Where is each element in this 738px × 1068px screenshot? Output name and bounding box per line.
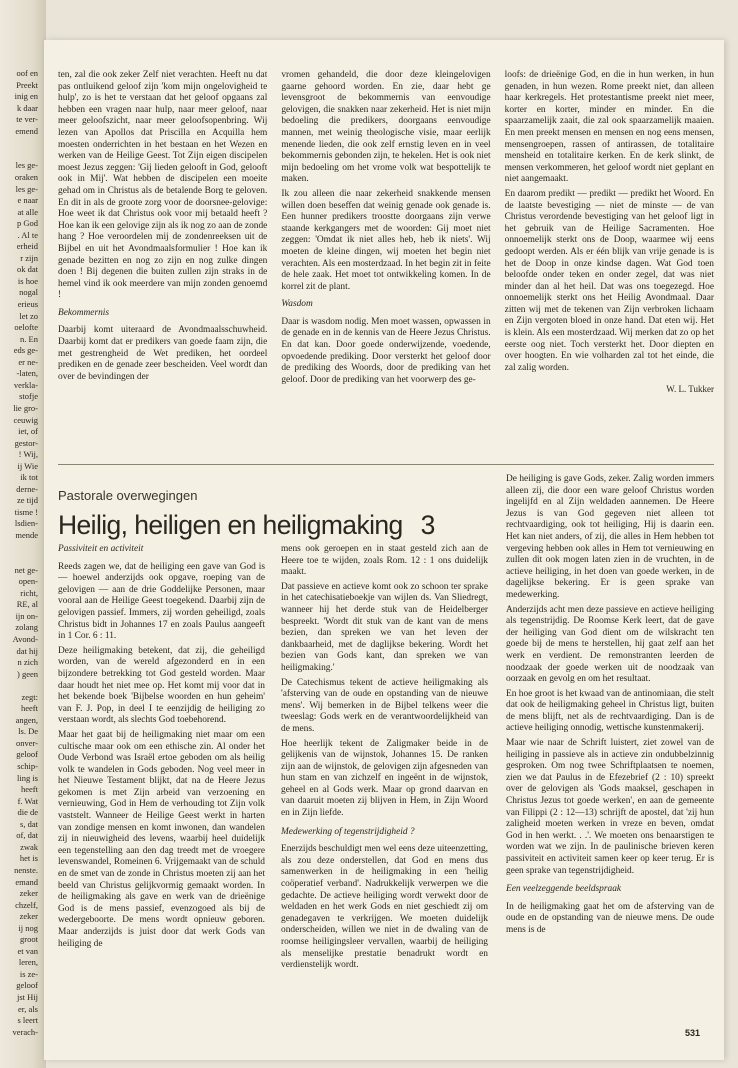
left-page-fragment: zeker: [19, 888, 38, 899]
article-col2-paragraphs: [281, 544, 488, 820]
paragraph: Enerzijds beschuldigt men wel eens deze uiteenzetting, als zou deze onderstellen, dat God en mens dus samenwerken in de heiligmaking in een 'heilig coöperatief verband'. Nadrukkelijk verwerpen we die gedachte. De actieve heiliging wordt verwekt door de weldaden en het werk Gods en niet geschiedt zij om genadegaven te verkrijgen. We moeten duidelijk onderscheiden, willen we niet in de dwaling van de roomse heiligingsleer vervallen, waarbij de heiliging als menselijke prestatie benadrukt wordt en verdienstelijk wordt.: [281, 844, 488, 971]
left-page-fragment: -laten,: [16, 368, 38, 379]
left-page-fragment: die de: [17, 807, 38, 818]
left-page-fragment: ze tijd: [16, 495, 38, 506]
left-page-fragment: gestor-: [14, 437, 38, 448]
top-col3-paragraphs: [505, 70, 714, 374]
author-signature: W. L. Tukker: [666, 384, 714, 395]
left-page-fragment: angen,: [15, 714, 38, 725]
paragraph: En hoe groot is het kwaad van de antinomiaan, die stelt dat ook de heiligmaking geheel in Christus ligt, buiten de mens blijft, net als de rechtvaardiging. Dan is de actieve heiliging onnodig, wettische kunstenmakerij.: [506, 688, 714, 734]
article-body: [58, 474, 714, 1054]
paragraph: Daar is wasdom nodig. Men moet wassen, opwassen in de genade en in de kennis van de Heere Jezus Christus. En dat kan. Door goede onderwijzende, voedende, opvoedende prediking. Door versterkt het geloof door de prediking des Woords, door de prediking van het geloof. Door de prediking van het voorwerp des ge-: [281, 316, 491, 385]
paragraph: vromen gehandeld, die door deze kleingelovigen gaarne gehoord worden. En zie, daar hebt ge levensgroot de bekommernis van eenvoudige gelovigen, die snakken naar zekerheid. Het is niet mijn bedoeling die predikers, doorgaans eenvoudige mannen, met weinig theologische visie, maar eerlijk menende lieden, die ook zelf ernstig leven en in veel bekommernis gebonden zijn, te hekelen. Het is ook niet mijn bedoeling om het vrome volk wat bespottelijk te maken.: [281, 70, 491, 185]
article-part-number: 3: [420, 510, 435, 540]
subheading-bekommernis: Bekommernis: [58, 307, 110, 318]
left-page-fragment: oraken: [14, 171, 38, 182]
left-page-fragment: is ze-: [19, 968, 38, 979]
left-page-fragment: emand: [15, 876, 38, 887]
left-page-fragment: richt,: [20, 587, 38, 598]
left-page-fragment: of, dat: [16, 830, 38, 841]
left-page-fragment: schip-: [17, 761, 38, 771]
left-page-fragment: let zo: [19, 310, 38, 321]
paragraph: Dat passieve en actieve komt ook zo schoon ter sprake in het catechisatieboekje van wijlen ds. Van Sliedregt, wanneer hij het derde stuk van de Heidelberger bespreekt. 'Wordt dit stuk van de kant van de mens bezien, dan spreken we van het leven der dankbaarheid, met de daglijkse bekering. Wordt het bezien van Gods kant, dan spreken we van heiligmaking.': [281, 581, 488, 673]
left-page-fragment: open-: [18, 576, 38, 587]
paragraph: Hoe heerlijk tekent de Zaligmaker beide in de gelijkenis van de wijnstok, Johannes 15. De ranken zijn aan de wijnstok, de gelovigen zijn afgesneden van hun stam en van zichzelf en ingeënt in de wijnstok, geheel en al Gods werk. Maar op grond daarvan en van daaruit moeten zij blijven in Hem, in Zijn Woord en in Zijn liefde.: [281, 738, 488, 819]
left-page-fragment: lsdien-: [14, 518, 38, 529]
left-page-fragment: heeft: [21, 784, 38, 795]
paragraph: Daarbij komt uiteraard de Avondmaalsschuwheid. Daarbij komt dat er predikers van goede faam zijn, die met gestrengheid de Wet prediken, het oordeel prediken en de genade zeer bescheiden. Veel wordt dan over de bevindingen der: [58, 325, 268, 382]
left-page-fragment: het is: [19, 853, 38, 864]
left-page-fragment: erheid: [16, 241, 38, 252]
left-page-fragment: groot: [20, 934, 38, 945]
left-page-fragment: ceuwig: [13, 414, 38, 425]
left-page-fragment: et van: [17, 945, 38, 956]
left-page-fragment: ok dat: [16, 264, 38, 275]
left-page-fragment: . Al te: [17, 229, 38, 240]
left-page-fragment: chzelf,: [15, 899, 38, 910]
top-col2-after: [281, 317, 490, 387]
left-page-fragment: mende: [15, 530, 38, 540]
previous-article-continuation: [58, 70, 714, 460]
left-page-fragment: nogal: [19, 287, 38, 298]
paragraph: mens ook geroepen en in staat gesteld zich aan de Heere toe te wijden, zoals Rom. 12 : 1 ons duidelijk maakt.: [281, 544, 488, 578]
left-page-fragment: ik tot: [20, 472, 38, 483]
left-page-fragment: erieus: [17, 299, 38, 309]
left-page-fragment: heeft: [21, 703, 38, 714]
article-subhead: Passiviteit en activiteit: [58, 544, 144, 554]
left-page-fragment: verach-: [12, 1026, 38, 1037]
left-page-fragment: ling is: [16, 772, 38, 783]
left-page-fragment: leren,: [18, 957, 38, 968]
top-col2-paragraphs: [281, 70, 490, 293]
left-page-fragment: Preekt: [16, 79, 38, 90]
left-page-fragment: les ge-: [15, 183, 38, 194]
article-col1-paragraphs: [58, 562, 265, 951]
left-page-fragment: eds ge-: [13, 345, 38, 356]
article-col3-paragraphs: [506, 474, 714, 877]
left-page-fragment: at alle: [17, 206, 38, 217]
article-col2-after: [281, 844, 488, 972]
article-title-text: Heilig, heiligen en heiligmaking: [58, 510, 403, 540]
article-kicker: Pastorale overwegingen: [58, 488, 198, 503]
left-page-fragment: onver-: [15, 737, 38, 748]
page-number: 531: [684, 1028, 700, 1038]
left-page-fragment: p God: [16, 218, 38, 229]
left-page-fragment: oelofte: [14, 322, 38, 333]
left-page-fragment: jst Hij: [16, 992, 38, 1002]
top-column-2: [281, 70, 490, 460]
left-page-fragment: tisme !: [14, 506, 38, 517]
left-page-fragment: k daar: [16, 102, 38, 113]
left-page-fragment: s leert: [17, 1015, 38, 1026]
left-page-fragment: er ne-: [18, 356, 38, 367]
top-col1-paragraphs: [58, 70, 267, 302]
left-page-fragment: net ge-: [14, 564, 38, 575]
subheading-medewerking: Medewerking of tegenstrijdigheid ?: [281, 826, 415, 837]
paragraph: En daarom predikt — predikt — predikt het Woord. En de laatste bevestiging — niet de minste — de van Christus verordende bevestiging van het geloof ligt in het gebruik van de Heilige Sacramenten. Hoe onnoemelijk sterkt ons de Doop, waarmee wij eens gedoopt werden. Als er één blijk van vrije genade is is het de Doop in onze kindse dagen. Wat God toen beloofde onder teken en onder zegel, dat was niet minder dan al het heil. Dat was ons toegezegd. Hoe onnoemelijk sterkt ons het Heilig Avondmaal. Daar zitten wij met de tekenen van Zijn verbroken lichaam en Zijn vergoten bloed in onze hand. Dat eten wij. Het is klein. Als een mosterdzaad. Wij merken dat zo op het eerste oog niet. Toch versterkt het. Door diepten en over hoogten. En wie volharden zal tot het einde, die zal zalig worden.: [504, 188, 714, 373]
top-column-1: [58, 70, 267, 460]
left-page-fragment: ij Wie: [17, 460, 38, 471]
left-page-fragment: lie gro-: [13, 402, 38, 413]
paragraph: ten, zal die ook zeker Zelf niet verachten. Heeft nu dat pas ontluikend geloof zijn 'kom mijn ongelovigheid te hulp', zo is het te verstaan dat het geloof opgaans zal hebben een vragen naar hulp, naar meer geloof, naar meer geloofszicht, naar meer geloofsopenbring. Wij lezen van Apollos dat Priscilla en Acquilla hem moesten onderrichten in het bestaan en het Wezen en werken van de Heilige Geest. Tot Zijn eigen discipelen moest Jezus zeggen: 'Gij lieden gelooft in God, gelooft ook in Mij'. Wat hebben de discipelen een moeite gehad om in Christus als de betalende Borg te geloven. En dit in als de groote zorg voor de doorsnee-gelovige: Hoe weet ik dat Christus ook voor mij betaald heeft ? Hoe kan ik een gelovige zijn als ik nog zo aan de zonde hang ? Hoe veroordelen mij de zondenreeksen uit de Bijbel en uit het Avondmaalsformulier ! Hoe kan ik genade bezitten en nog zo zijn en nog zulke dingen doen ! Bij degenen die buiten zullen zijn straks in de hemel vind ik ook meerdere van mijn zonden genoemd !: [58, 70, 268, 301]
left-page-fragment: dat hij: [16, 645, 38, 656]
left-page-fragment: iet, of: [18, 426, 38, 437]
left-page-fragment: zegt:: [21, 691, 38, 702]
left-page-fragment: Avond-: [12, 633, 38, 644]
left-page-fragment: ls. De: [18, 726, 38, 737]
left-page-fragment: RE, al: [16, 599, 38, 610]
paragraph: De heiliging is gave Gods, zeker. Zalig worden immers alleen zij, die door een ware geloof Christus worden ingelijfd en al Zijn weldaden aannemen. De Heere Jezus is van God gegeven niet alleen tot rechtvaardiging, ook tot heiliging, Hij is daarin een. Het kan niet anders, of zij, die alles in Hem hebben tot vergeving hebben ook alles in Hem tot vernieuwing en zullen dit ook mogen laten zien in de vruchten, in de actieve heiliging, in het doen van goede werken, in de dagelijkse bekering. Er is geen sprake van medewerking.: [506, 474, 714, 600]
left-page-fragment: zeker: [19, 911, 38, 922]
paragraph: Maar wie naar de Schrift luistert, ziet zowel van de heiliging in passieve als in actieve zin ondubbelzinnig gesproken. Om nog twee Schriftplaatsen te noemen, zien we dat Paulus in de Efezebrief (2 : 10) spreekt over de gelovigen als 'Gods maaksel, geschapen in Christus Jezus tot goede werken', en aan de gemeente van Filippi (2 : 12—13) schrijft de apostel, dat 'zij hun zaligheid moeten werken in vreze en beven, omdat God in hen werkt. . .'. We moeten ons benaarstigen te worden wat we zijn. In de paulinische brieven keren passiviteit en activiteit samen keer op keer terug. Er is geen sprake van tegenstrijdigheid.: [506, 738, 714, 876]
paragraph: loofs: de drieënige God, en die in hun werken, in hun genaden, in hun wezen. Rome preekt niet, dan alleen haar kerkregels. Het protestantisme preekt niet meer, korter en korter, minder en minder. En die spaarzamelijk zaait, die zal ook spaarzamelijk maaien. En men preekt mensen en mensen en nog eens mensen, mensengroepen, rassen of antirassen, de totalitaire mensheid en totalitaire kerken. En de kerk slinkt, de mensen verkommeren, het geloof wordt niet geplant en niet aangemaakt.: [504, 70, 714, 185]
left-page-fragment: is hoe: [17, 275, 38, 286]
paragraph: Anderzijds acht men deze passieve en actieve heiliging als tegenstrijdig. De Roomse Kerk leert, dat de gave der heiliging van God dient om de wilskracht ten goede bij de mens te herstellen, hij gaat zelf aan het werk en verdient. De remonstranten leerden de noodzaak der goede werken uit de noodzaak van oorzaak en gevolg en om het resultaat.: [506, 604, 714, 685]
previous-page-spine: [0, 0, 46, 1068]
left-page-fragment: geloof: [16, 980, 38, 991]
left-page-fragment: geloof: [16, 749, 38, 760]
left-page-fragment: f. Wat: [17, 795, 38, 806]
left-page-fragment: emend: [15, 125, 38, 136]
left-page-fragment: oof en: [16, 68, 38, 78]
left-page-fragment: e naar: [17, 195, 38, 206]
subheading-beeldspraak: Een veelzeggende beeldspraak: [506, 884, 622, 895]
paragraph: Reeds zagen we, dat de heiliging een gave van God is — hoewel anderzijds ook opgave, roeping van de gelovigen — aan de drie Goddelijke Personen, maar vooral aan de Heilige Geest toegekend. Daarbij zijn de gelovigen passief. Immers, zij worden geheiligd, zoals Christus bidt in Johannes 17 en zoals Paulus aangeeft in 1 Cor. 6 : 11.: [58, 561, 265, 642]
left-page-fragment: r zijn: [20, 252, 38, 263]
subheading-wasdom: Wasdom: [281, 299, 313, 310]
left-page-fragment: ij nog: [18, 922, 38, 933]
left-page-fragment: nenste.: [14, 864, 38, 875]
paragraph: Deze heiligmaking betekent, dat zij, die geheiligd worden, van de wereld afgezonderd en in een bijzondere betrekking tot God gesteld worden. Maar daar houdt het niet mee op. Het komt mij voor dat in het bekende boek 'Bijbelse woorden en hun geheim' van F. J. Pop, in deel I te eenzijdig de heiliging zo verstaan wordt, als slechts God toebehorend.: [58, 645, 265, 726]
left-page-fragment: les ge-: [15, 160, 38, 171]
left-page-fragment: ) geen: [16, 668, 38, 679]
left-page-fragment: n zich: [17, 657, 38, 668]
left-page-fragment: s, dat: [20, 818, 38, 829]
left-page-fragment: verkla-: [13, 379, 38, 390]
left-page-fragment: zolang: [15, 622, 38, 633]
article-column-3: [506, 474, 714, 1052]
left-page-fragment: derne-: [16, 483, 38, 494]
paragraph: In de heiligmaking gaat het om de afsterving van de oude en de opstanding van de nieuwe mens. De oude mens is de: [506, 901, 714, 935]
paragraph: De Catechismus tekent de actieve heiligmaking als 'afsterving van de oude en opstanding van de nieuwe mens'. Wij bemerken in de Bijbel telkens weer die tweeslag: Gods werk en de verantwoordelijkheid van de mens.: [281, 677, 488, 734]
article-col3-after: [506, 902, 714, 937]
left-page-fragment: ijn on-: [15, 610, 38, 621]
top-column-3: [505, 70, 714, 460]
left-page-fragment: n. En: [20, 333, 38, 344]
left-page-fragment: stofje: [19, 391, 38, 402]
paragraph: Ik zou alleen die naar zekerheid snakkende mensen willen doen beseffen dat weinig genade ook genade is. Een hunner predikers troostte doorgaans zijn verwe staande kerkgangers met de woorden: Gij moet niet zeggen: 'Omdat ik niet alles heb, heb ik niets'. Wij moeten de kleine dingen, wij moeten het begin niet verachten. Als een mosterdzaad. In het begin zit in feite de hele zaak. Het moet tot ontwikkeling komen. In de korrel zit de plant.: [281, 188, 491, 292]
left-page-fragment: zwak: [20, 841, 38, 852]
left-page-fragment: inig en: [14, 91, 38, 102]
left-page-fragment: er, als: [18, 1003, 38, 1014]
article-column-1: [58, 544, 265, 1052]
magazine-page: [44, 40, 724, 1060]
section-divider: [58, 464, 714, 465]
left-page-fragment: te ver-: [16, 114, 38, 125]
article-column-2: [281, 544, 488, 1052]
paragraph: Maar het gaat bij de heiligmaking niet maar om een cultische maar ook om een ethische zin. Al onder het Oude Verbond was Israël ertoe geboden om als heilig volk te wandelen in Gods geboden. Nog veel meer in het Nieuwe Testament blijkt, dat na de Heere Jezus gekomen is met Zijn arbeid van verzoening en vernieuwing, God in Hem de verhouding tot Zijn volk vaststelt. Wanneer de Heilige Geest werkt in harten van zondige mensen en komt inwonen, dan wandelen zij in nieuwigheid des levens, waarbij heel duidelijk een tegenstelling aan den dag treedt met de vroegere levenswandel, Romeinen 6. Vrijgemaakt van de schuld en de smet van de zonde in Christus moeten zij aan het beeld van Christus gelijkvormig gemaakt worden. In de heiligmaking als gave en werk van de drieënige God is de mens passief, evenzogoed als bij de wedergeboorte. De mens wordt opnieuw geboren. Maar anderzijds is juist door dat werk Gods van heiliging de: [58, 729, 265, 949]
top-col1-after: [58, 325, 267, 383]
left-page-fragment: ! Wij,: [18, 449, 38, 460]
